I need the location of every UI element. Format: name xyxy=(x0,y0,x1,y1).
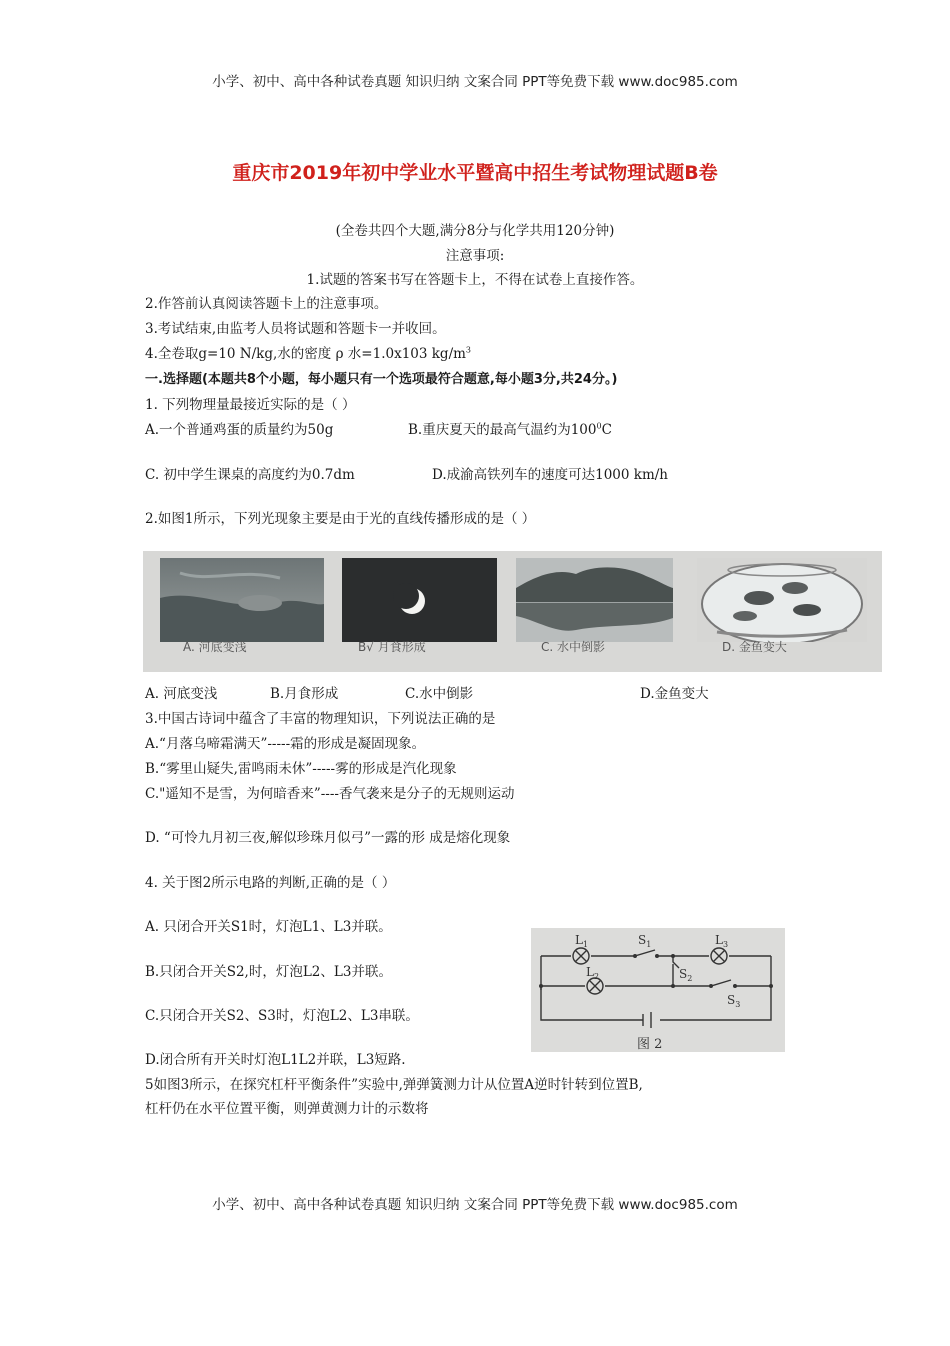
q3-option-a: A.“月落乌啼霜满天”-----霜的形成是凝固现象。 xyxy=(145,736,426,752)
exam-title: 重庆市2019年初中学业水平暨高中招生考试物理试题B卷 xyxy=(232,162,718,184)
notice-3: 3.考试结束,由监考人员将试题和答题卡一并收回。 xyxy=(145,321,446,337)
figure-2-circuit xyxy=(531,928,785,1052)
q1-option-b: B.重庆夏天的最高气温约为$100^0C$ xyxy=(408,421,612,438)
q2-option-b: B.月食形成 xyxy=(270,686,339,702)
q1-option-c: C. 初中学生课桌的高度约为0.7dm xyxy=(145,467,355,483)
label-l2: $L_2$ xyxy=(586,965,600,981)
label-l1: $L_1$ xyxy=(575,933,589,949)
photo-caption-a: A. 河底变浅 xyxy=(183,640,247,654)
page-footer: 小学、初中、高中各种试卷真题 知识归纳 文案合同 PPT等免费下载 www.doc985.com xyxy=(212,1197,738,1213)
exam-subtitle: (全卷共四个大题,满分8分与化学共用120分钟) xyxy=(335,223,615,239)
page-header: 小学、初中、高中各种试卷真题 知识归纳 文案合同 PPT等免费下载 www.doc985.com xyxy=(212,74,738,90)
q4-option-b: B.只闭合开关S2,时，灯泡L2、L3并联。 xyxy=(145,964,392,980)
label-l3: $L_3$ xyxy=(715,933,729,949)
q1-option-d: D.成渝高铁列车的速度可达1000 km/h xyxy=(432,467,669,483)
q3-option-b: B.“雾里山疑失,雷鸣雨未休”-----雾的形成是汽化现象 xyxy=(145,761,457,777)
label-s1: $S_1$ xyxy=(638,933,652,949)
q4-stem: 4. 关于图2所示电路的判断,正确的是（ ） xyxy=(145,875,396,891)
q3-option-d: D. “可怜九月初三夜,解似珍珠月似弓”一露的形 成是熔化现象 xyxy=(145,830,511,846)
photo-eclipse xyxy=(342,558,497,642)
q2-option-c: C.水中倒影 xyxy=(405,686,474,702)
label-s3: $S_3$ xyxy=(727,993,741,1009)
q1-stem: 1. 下列物理量最接近实际的是（ ） xyxy=(145,397,356,413)
notice-2: 2.作答前认真阅读答题卡上的注意事项。 xyxy=(145,296,388,312)
photo-goldfish-bowl xyxy=(697,558,867,642)
photo-reflection xyxy=(516,558,673,642)
photo-caption-c: C. 水中倒影 xyxy=(541,640,606,654)
q2-option-d: D.金鱼变大 xyxy=(640,686,709,702)
figure-1-photo-strip xyxy=(143,551,882,672)
section-heading: 一.选择题(本题共8个小题，每小题只有一个选项最符合题意,每小题3分,共24分。) xyxy=(145,372,618,387)
notice-4: 4.全卷取g=10 N/kg,水的密度 ρ 水=1.0x103 $kg/m^3$ xyxy=(145,345,472,362)
q2-stem: 2.如图1所示，下列光现象主要是由于光的直线传播形成的是（ ） xyxy=(145,511,536,527)
q1-option-a: A.一个普通鸡蛋的质量约为50g xyxy=(145,422,334,438)
q3-stem: 3.中国古诗词中蕴含了丰富的物理知识，下列说法正确的是 xyxy=(145,711,496,727)
q2-option-a: A. 河底变浅 xyxy=(145,686,218,702)
notice-heading: 注意事项: xyxy=(445,248,505,264)
q4-option-d: D.闭合所有开关时灯泡L1L2并联，L3短路. xyxy=(145,1052,406,1068)
photo-caption-d: D. 金鱼变大 xyxy=(722,640,787,654)
notice-1: 1.试题的答案书写在答题卡上，不得在试卷上直接作答。 xyxy=(306,272,644,288)
q5-line-2: 杠杆仍在水平位置平衡，则弹黄测力计的示数将 xyxy=(145,1101,429,1117)
photo-caption-b: B√ 月食形成 xyxy=(358,640,426,654)
q4-option-a: A. 只闭合开关S1时，灯泡L1、L3并联。 xyxy=(145,919,392,935)
figure-2-caption: 图 2 xyxy=(637,1037,663,1052)
label-s2: $S_2$ xyxy=(679,967,693,983)
q4-option-c: C.只闭合开关S2、S3时，灯泡L2、L3串联。 xyxy=(145,1008,419,1024)
q5-line-1: 5如图3所示，在探究杠杆平衡条件”实验中,弹弹簧测力计从位置A逆时针转到位置B, xyxy=(145,1077,643,1093)
photo-riverbed xyxy=(160,558,324,642)
q3-option-c: C."遥知不是雪，为何暗香来”----香气袭来是分子的无规则运动 xyxy=(145,786,515,802)
